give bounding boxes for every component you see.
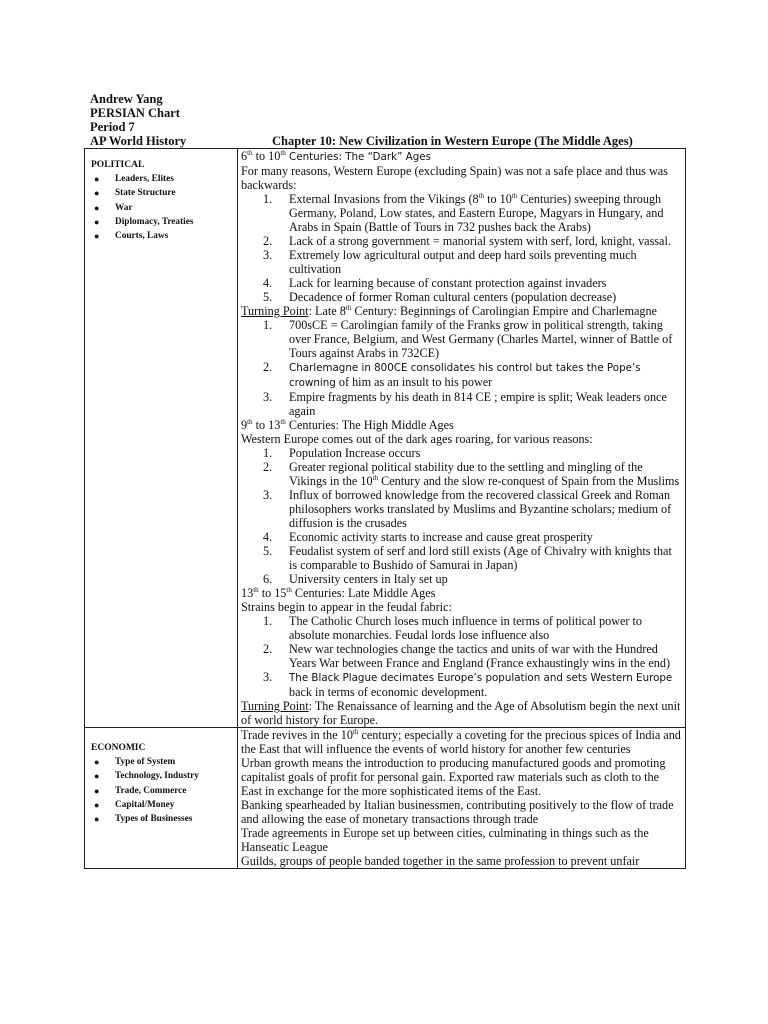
list-item: ● Courts, Laws <box>91 229 233 243</box>
bullet-icon: ● <box>94 814 100 825</box>
subcategory-list <box>91 172 233 243</box>
economic-row <box>85 728 686 869</box>
numbered-list <box>241 614 681 699</box>
list-item: ● Technology, Industry <box>91 769 233 783</box>
list-item: ● Diplomacy, Treaties <box>91 215 233 229</box>
bullet-icon: ● <box>94 188 100 199</box>
list-item: 5. Feudalist system of serf and lord still exists (Age of Chivalry with knights that is comparable to Bushido of Samurai in Japan) <box>263 544 672 572</box>
bullet-icon: ● <box>94 202 100 213</box>
economic-category-cell <box>85 728 238 869</box>
list-item: ● State Structure <box>91 186 233 200</box>
course-name: AP World History <box>90 134 187 148</box>
turning-point: Turning Point: The Renaissance of learning and the Age of Absolutism begin the next unit of world history for Europe. <box>241 699 681 727</box>
document-header <box>90 92 186 148</box>
section-heading: 9th to 13th Centuries: The High Middle Ages <box>241 417 454 432</box>
section-intro: Western Europe comes out of the dark ages roaring, for various reasons: <box>241 432 593 446</box>
economic-content-cell <box>238 728 686 869</box>
list-item: ● Type of System <box>91 755 233 769</box>
list-item: 1. Population Increase occurs <box>263 446 421 460</box>
numbered-list <box>241 318 681 418</box>
list-item: 6. University centers in Italy set up <box>263 572 448 586</box>
list-item: ● Capital/Money <box>91 798 233 812</box>
bullet-icon: ● <box>94 785 100 796</box>
list-item: 4. Lack for learning because of constant protection against invaders <box>263 276 607 290</box>
persian-chart-table <box>84 148 686 869</box>
paragraph: Trade agreements in Europe set up between cities, culminating in things such as the Hanseatic League <box>241 826 649 854</box>
list-item: ● Types of Businesses <box>91 812 233 826</box>
list-item: 5. Decadence of former Roman cultural centers (population decrease) <box>263 290 617 304</box>
paragraph: Guilds, groups of people banded together in the same profession to prevent unfair <box>241 854 640 868</box>
list-item: 3. Empire fragments by his death in 814 CE ; empire is split; Weak leaders once again <box>263 390 667 418</box>
list-item: ● War <box>91 201 233 215</box>
section-intro: Strains begin to appear in the feudal fabric: <box>241 600 452 614</box>
list-item: 1. External Invasions from the Vikings (8th to 10th Centuries) sweeping through Germany, Poland, Low states, and Eastern Europe, Magyars in Hungary, and Arabs in Spain (Battle of Tours in 732 pushes back the Arabs) <box>263 191 664 234</box>
paragraph: Urban growth means the introduction to producing manufactured goods and promoting capitalist goals of profit for personal gain. Exported raw materials such as cloth to the East in exchange for the more sophisticated items of the East. <box>241 756 666 798</box>
political-content-cell <box>238 149 686 728</box>
list-item: 3. Influx of borrowed knowledge from the recovered classical Greek and Roman philosophers works translated by Muslims and Byzantine scholars; medium of diffusion is the crusades <box>263 488 672 530</box>
list-item: 2. Greater regional political stability due to the settling and mingling of the Vikings in the 10th Century and the slow re-conquest of Spain from the Muslims <box>263 460 680 488</box>
category-title: ECONOMIC <box>91 743 146 753</box>
list-item: 2. New war technologies change the tactics and units of war with the Hundred Years War between France and England (France exhaustingly wins in the end) <box>263 642 671 670</box>
political-row <box>85 149 686 728</box>
list-item: ● Trade, Commerce <box>91 784 233 798</box>
list-item: 2. Charlemagne in 800CE consolidates his control but takes the Pope’s crowning of him as an insult to his power <box>263 360 641 389</box>
list-item: 3. Extremely low agricultural output and deep hard soils preventing much cultivation <box>263 248 637 276</box>
bullet-icon: ● <box>94 757 100 767</box>
section-heading: 6th to 10th Centuries: The “Dark” Ages <box>241 148 431 163</box>
bullet-icon: ● <box>94 799 100 810</box>
bullet-icon: ● <box>94 231 100 242</box>
section-heading: 13th to 15th Centuries: Late Middle Ages <box>241 585 436 600</box>
list-item: 3. The Black Plague decimates Europe’s population and sets Western Europe back in terms of economic development. <box>263 670 673 699</box>
class-period: Period 7 <box>90 120 135 134</box>
chapter-title: Chapter 10: New Civilization in Western Europe (The Middle Ages) <box>272 134 633 148</box>
turning-point: Turning Point: Late 8th Century: Beginnings of Carolingian Empire and Charlemagne <box>241 303 657 318</box>
list-item: 1. 700sCE = Carolingian family of the Franks grow in political strength, taking over France, Belgium, and West Germany (Charles Martel, winner of Battle of Tours against Arabs in 732CE) <box>263 318 673 360</box>
subcategory-list <box>91 755 233 826</box>
list-item: 4. Economic activity starts to increase and cause great prosperity <box>263 530 593 544</box>
paragraph: Banking spearheaded by Italian businessmen, contributing positively to the flow of trade and allowing the ease of monetary transactions through trade <box>241 798 674 826</box>
list-item: 2. Lack of a strong government = manorial system with serf, lord, knight, vassal. <box>263 234 671 248</box>
numbered-list <box>241 446 681 586</box>
chart-name: PERSIAN Chart <box>90 106 180 120</box>
category-title: POLITICAL <box>91 160 145 170</box>
bullet-icon: ● <box>94 771 100 782</box>
political-category-cell <box>85 149 238 728</box>
section-intro: For many reasons, Western Europe (excluding Spain) was not a safe place and thus was backwards: <box>241 164 668 192</box>
bullet-icon: ● <box>94 216 100 227</box>
student-name: Andrew Yang <box>90 92 163 106</box>
bullet-icon: ● <box>94 174 100 184</box>
list-item: ● Leaders, Elites <box>91 172 233 186</box>
list-item: 1. The Catholic Church loses much influence in terms of political power to absolute monarchies. Feudal lords lose influence also <box>263 614 643 642</box>
paragraph: Trade revives in the 10th century; especially a coveting for the precious spices of India and the East that will influence the events of world history for another few centuries <box>241 727 681 756</box>
numbered-list <box>241 192 681 304</box>
